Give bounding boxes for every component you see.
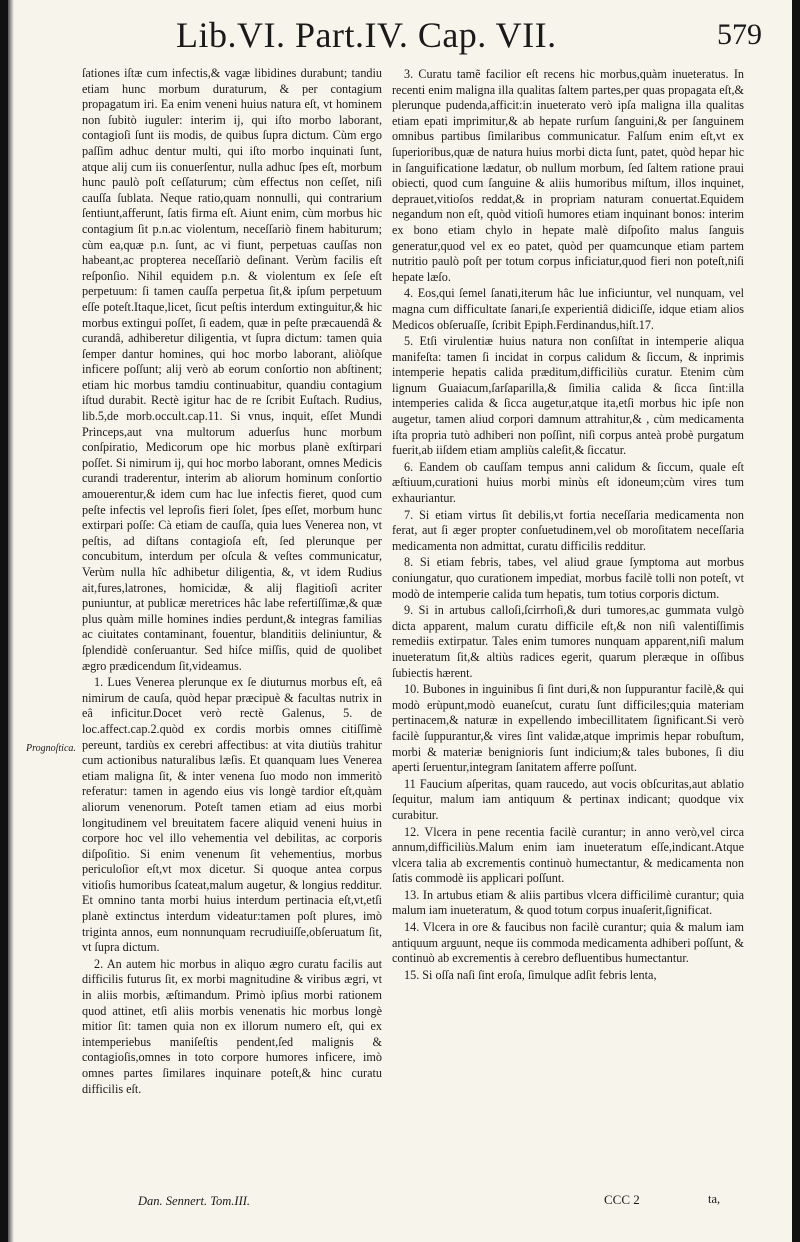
page-number: 579 [717,18,762,51]
left-column [82,66,382,1196]
book-page [8,0,792,1242]
paragraph: 1. Lues Venerea plerunque ex ſe diuturnus morbus eſt, eâ nimirum de cauſa, quòd hepar præcipuè & facultas nutrix in eâ inficitur.Docet verò rectè Galenus, 5. de loc.affect.cap.2.quòd ex cordis morbis omnes citiſſimè pereunt, tardiùs ex cerebri affectibus: at vita diutiùs trahitur cum actionibus naturalibus læſis. Et quanquam lues Venerea etiam maligna ſit, & inter venena ſuo modo non immeritò referatur: tamen in agendo eius vis longè tardior eſt,quàm aliorum venenorum. Poteſt tamen etiam ad eius morbi longitudinem vel breuitatem facere aliquid veneni huius in corpore hoc vel illo vehementia vel debilitas, ac corporis diſpoſitio. Si enim venenum ſit vehementius, morbus periculoſior eſt,vt mox dicetur. Si quoque antea corpus vitioſis humoribus ſcateat,malum augetur, & longius redditur. Et omnino tanta morbi huius interdum pertinacia eſt,vt,etſi planè extinctus interdum videatur:tamen poſt plures, imò triginta annos, eum nonnunquam recrudiuiſſe,obſeruatum ſit, vt ſupra dictum. [82,675,382,955]
running-header [8,14,792,58]
paragraph: 8. Si etiam febris, tabes, vel aliud graue ſymptoma aut morbus coniungatur, quo curationem impediat, morbus facilè tolli non poteſt, vt modò de intemperie calida tum hepatis, tum totius corporis dictum. [392,555,744,601]
paragraph: 7. Si etiam virtus ſit debilis,vt fortia neceſſaria medicamenta non ferat, aut ſi æger propter conſuetudinem,vel ob moroſitatem neceſſaria medicamenta non admittat, curatu difficilis redditur. [392,507,744,553]
paragraph: ſationes iſtæ cum infectis,& vagæ libidines durabunt; tandiu etiam hunc morbum duraturum, & per contagium propagatum iri. Ea enim veneni huius natura eſt, vt hominem non ſubitò iuguler: interim ij, qui iſto morbo laborant, contagioſi ſunt iis modis, de quibus ſupra dictum. Cùm ergo paſſim adhuc dentur multi, qui iſto morbo inquinati ſunt, atque alij cum iis conuerſentur, nulla adhuc ſpes eſt, morbum hunc paulò poſt ceſſaturum; cùm effectus non ceſſet, niſi cauſſa ſublata. Neque ratio,quam nonnulli, qui contrarium ſentiunt,afferunt, ſatis firma eſt. Aiunt enim, cùm morbus hic contagium ſit p.n.ac violentum, neceſſariò finem habiturum; cùm ea,quæ p.n. ſunt, ac vi fiunt, perpetuas cauſſas non habeant,ac propterea neceſſariò deſinant. Verùm facilis eſt reſponſio. Nihil equidem p.n. & violentum ex ſeſe eſt perpetuum: ſi tamen cauſſa perpetua ſit,& ipſum perpetuum eſſe poteſt.Itaque,licet, ſicut peſtis interdum extinguitur,& hic morbus extingui poſſet, ſi eadem, quæ in peſte præcauendâ & curandâ, adhiberetur diligentia, vt ſupra dictum: tamen quia ſemper dantur homines, qui hoc morbo laborant, aliòſque inficere poſſunt; alij verò ab eorum conſortio non abſtinent; etiam hic morbus tamdiu continuabitur, quandiu contagium iſtud durabit. Rectè igitur hac de re ſcribit Euſtach. Rudius, lib.5,de morb.occult.cap.11. Si vnus, inquit, eſſet Mundi Princeps,aut vna multorum aduerſus hunc morbum conſpiratio, Medicorum ope hic morbus planè exſtirpari poſſet. Si nimirum ij, qui hoc morbo laborant, omnes Medicis curandi traderentur, interim ab aliorum hominum conſortio amouerentur,& idem cum hac lue infectis fieret, quod cum peſte infectis vel leproſis fieri ſolet, ſpes eſſet, morbum hunc extirpari poſſe: Cà etiam de cauſſa, quia lues Venerea non, vt peſtis, ad diſtans contagioſa eſt, ſed plerunque per concubitum, interdum per oſcula & veſtes communicatur, Verùm nulla hîc adhibetur diligentia, &, vt idem Rudius ait,fures,latrones, homicidæ, & alij flagitioſi acriter puniuntur, at publicæ meretrices hâc labe refertiſſimæ,& quæ plus quàm mille homines indies perdunt,& integras familias ac ciuitates contaminant, fouentur, blanditiis deliniuntur, & ſplendidè conſeruantur. Sed hiſce miſſis, quid de quolibet ægro prædicendum ſit,videamus. [82,66,382,673]
paragraph: 6. Eandem ob cauſſam tempus anni calidum & ſiccum, quale eſt æſtiuum,curationi huius morbi minùs eſt idoneum;cùm vires tum exhauriantur. [392,459,744,506]
margin-note: Prognoſtica. [26,743,76,754]
paragraph: 14. Vlcera in ore & faucibus non facilè curantur; quia & malum iam antiquum arguunt, neque iis commoda medicamenta adhiberi poſſunt, & continuò ab excrementis à cerebro defluentibus humectantur. [392,920,744,966]
paragraph: 3. Curatu tamẽ facilior eſt recens hic morbus,quàm inueteratus. In recenti enim maligna illa qualitas ſaltem partes,per quas propagata eſt,& plerunque pudenda,afficit:in inueterato verò ipſa maligna illa qualitas etiam epati imprimitur,& ab hepate rurſum ſanguini,& per ſanguinem omnibus partibus ſimilaribus communicatur. Falſum enim eſt,vt ex ſuperioribus,quæ de natura huius morbi dicta ſunt, patet, quòd hepar hic in ſanguificatione lædatur, ob nullum morbum, ſed ſaltem ratione praui obiecti, quod cum ſanguine & aliis humoribus miſtum, illos inquinet, deprauet,vitioſos reddat,& in propriam naturam conuertat.Equidem negandum non eſt, quòd vitioſi humores etiam inquinant bonos: interim ex bono etiam chylo in hepate malè diſpoſito malus ſanguis generatur,quod vel ex eo patet, quòd per quamcunque etiam partem nutritio paulò poſt per totum corpus inficiatur,quod fieri non poteſt,niſi hepate læſo. [392,67,744,284]
footer-signature: Dan. Sennert. Tom.III. [138,1194,251,1208]
paragraph: 4. Eos,qui ſemel ſanati,iterum hâc lue inficiuntur, vel nunquam, vel magna cum difficultate ſanari,ſe experientiâ didiciſſe, idque etiam alios Medicos obſeruaſſe, ſcribit Epiph.Ferdinandus,hiſt.17. [392,286,744,332]
right-column [392,66,744,1196]
paragraph: 12. Vlcera in pene recentia facilè curantur; in anno verò,vel circa annum,difficiliùs.Malum enim iam inueteratum eſſe,indicant.Atque vlcera talia ab excrementis continuò humectantur, & medicamenta non ſatis commodè iis applicari poſſunt. [392,824,744,886]
paragraph: 15. Si oſſa naſi ſint eroſa, ſimulque adſit febris lenta, [404,967,657,982]
page-gutter-shadow [8,0,14,1242]
paragraph: 2. An autem hic morbus in aliquo ægro curatu facilis aut difficilis futurus ſit, ex morbi magnitudine & viribus ægri, vt in aliis morbis, æſtimandum. Primò ipſius morbi rationem quod attinet, etſi aliis morbis venenatis hic morbus longè mitior ſit: tamen quia non ex illorum numero eſt, qui ex intemperiebus maniſeſtis pendent,ſed malignis & contagioſis,omnes in toto corpore humores inficere, imò omnes partes ſimilares inquinare poteſt,& hinc curatu difficilis eſt. [82,956,382,1096]
paragraph: 11 Faucium aſperitas, quam raucedo, aut vocis obſcuritas,aut ablatio ſequitur, malum iam antiquum & pertinax indicant; quodque vix curabitur. [392,776,744,822]
paragraph: 10. Bubones in inguinibus ſi ſint duri,& non ſuppurantur facilè,& qui modò erùpunt,modò euaneſcut, curatu ſunt difficiles;quia materiam pertinacem,& naturæ in expellendo imbecillitatem ſignificant.Si verò facilè ſuppurantur,& vires ſint validæ,atque imprimis hepar robuſtum, morbi & materiæ benignioris ſunt indicium;& tales bubones, ſi diu aperti ſeruentur,integram ſanitatem afferre poſſunt. [392,682,744,775]
paragraph: 13. In artubus etiam & aliis partibus vlcera difficilimè curantur; quia malum iam inueteratum, & quod totum corpus inuaſerit,ſignificat. [392,887,744,918]
paragraph: 5. Etſi virulentiæ huius natura non conſiſtat in intemperie aliqua manifeſta: tamen ſi incidat in corpus calidum & ſiccum, & inprimis intemperie hepatis calida præditum,difficiliùs curatur. Etenim cùm lignum Guaiacum,ſarſaparilla,& ſimilia calida & ſicca ſint:illa intemperies calida & ſicca augetur,atque ita,etſi morbus hic ipſe non augetur, tamen aliud corpori damnum attrahitur,& , cùm medicamenta iſta propria tutò adhiberi non poſſint, niſi corpus anteà probè purgatum fuerit,ab iiſdem etiam ampliùs caleſit,& ſiccatur. [392,334,744,458]
catchword: ta, [708,1192,721,1206]
signature-mark: CCC 2 [604,1192,640,1207]
chapter-title: Lib.VI. Part.IV. Cap. VII. [176,15,557,55]
paragraph: 9. Si in artubus calloſi,ſcirrhoſi,& duri tumores,ac gummata vulgò dicta apparent, malum curatu difficile eſt,& non niſi valentiſſimis remediis extirpatur. Tales enim tumores nunquam apparent,niſi malum inueteratum ſit,& altiùs radices egerit, quarum pleræque in oſſibus ſubiectis hærent. [392,603,744,680]
